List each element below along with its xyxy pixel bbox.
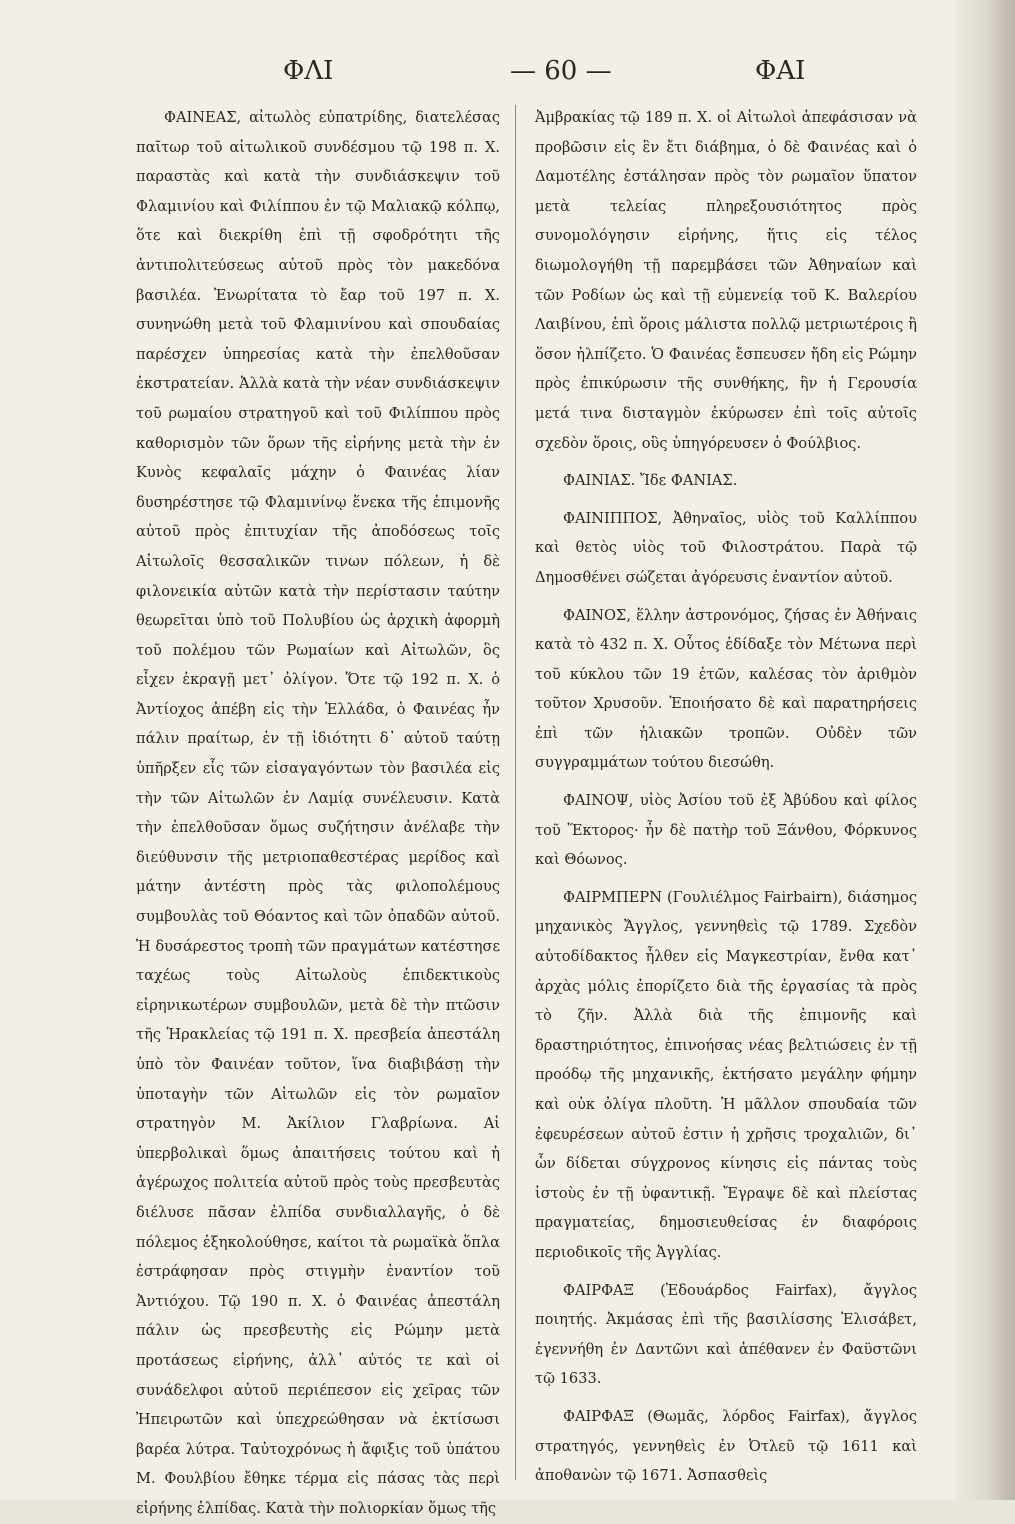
entry-headword: ΦΑΙΡΜΠΕΡΝ xyxy=(563,888,662,906)
entry-headword: ΦΑΙΝΕΑΣ, xyxy=(164,109,242,126)
entry-headword: ΦΑΙΡΦΑΞ xyxy=(563,1281,634,1299)
header-left-word: ΦΛΙ xyxy=(283,56,334,86)
right-column xyxy=(535,103,917,1483)
entry-headword: ΦΑΙΡΦΑΞ xyxy=(563,1407,634,1425)
entry-text: Ἀμβρακίας τῷ 189 π. Χ. οἱ Αἰτωλοὶ ἀπεφάσισαν νὰ προβῶσιν εἰς ἓν ἔτι διάβημα, ὁ δὲ Φαινέας καὶ ὁ Δαμοτέλης ἐστάλησαν πρὸς τὸν ρωμαῖον ὕπατον μετὰ τελείας πληρεξουσιότητος πρὸς συνομολόγησιν εἰρήνης, ἥτις εἰς τέλος διωμολογήθη τῇ παρεμβάσει τῶν Ἀθηναίων καὶ τῶν Ροδίων ὡς καὶ τῇ εὐμενείᾳ τοῦ Κ. Βαλερίου Λαιβίνου, ἐπὶ ὅροις μάλιστα πολλῷ μετριωτέροις ἢ ὅσον ἠλπίζετο. Ὁ Φαινέας ἔσπευσεν ἤδη εἰς Ρώμην πρὸς ἐπικύρωσιν τῆς συνθήκης, ἣν ἡ Γερουσία μετά τινα δισταγμὸν ἐκύρωσεν ἐπὶ τοῖς αὐτοῖς σχεδὸν ὅροις, οὓς ὑπηγόρευσεν ὁ Φούλβιος. xyxy=(535,109,917,452)
entry-fairbairn xyxy=(535,883,917,1268)
entry-text: Ἀθηναῖος, υἱὸς τοῦ Καλλίππου καὶ θετὸς υἱὸς τοῦ Φιλοστράτου. Παρὰ τῷ Δημοσθένει σώζεται ἀγόρευσις ἐναντίον αὐτοῦ. xyxy=(535,509,917,586)
entry-text: (Γουλιέλμος Fairbairn), διάσημος μηχανικὸς Ἄγγλος, γεννηθεὶς τῷ 1789. Σχεδὸν αὐτοδίδακτος ἦλθεν εἰς Μαγκεστρίαν, ἔνθα κατ᾽ ἀρχὰς μόλις ἐπορίζετο διὰ τῆς ἐργασίας τὰ πρὸς τὸ ζῆν. Ἀλλὰ διὰ τῆς ἐπιμονῆς καὶ δραστηριότητος, ἐπινοήσας νέας βελτιώσεις ἐν τῇ προόδῳ τῆς μηχανικῆς, ἐκτήσατο μεγάλην φήμην καὶ οὐκ ὀλίγα πλοῦτη. Ἡ μᾶλλον σπουδαία τῶν ἐφευρέσεων αὐτοῦ ἐστιν ἡ χρῆσις τροχαλιῶν, δι᾽ ὧν δίδεται σύγχρονος κίνησις εἰς πάντας τοὺς ἱστοὺς ἐν τῇ ὑφαντικῇ. Ἔγραψε δὲ καὶ πλείστας πραγματείας, δημοσιευθείσας ἐν διαφόροις περιοδικοῖς τῆς Ἀγγλίας. xyxy=(535,888,917,1261)
left-column xyxy=(136,103,500,1517)
entry-phainippos xyxy=(535,504,917,593)
entry-text: αἰτωλὸς εὐπατρίδης, διατελέσας παῖτωρ τοῦ αἰτωλικοῦ συνδέσμου τῷ 198 π. Χ. παραστὰς καὶ κατὰ τὴν συνδιάσκεψιν τοῦ Φλαμινίου καὶ Φιλίππου ἐν τῷ Μαλιακῷ κόλπῳ, ὅτε καὶ διεκρίθη ἐπὶ τῇ σφοδρότητι τῆς ἀντιπολιτεύσεως αὐτοῦ πρὸς τὸν μακεδόνα βασιλέα. Ἐνωρίτατα τὸ ἔαρ τοῦ 197 π. Χ. συνηνώθη μετὰ τοῦ Φλαμινίνου καὶ σπουδαίας παρέσχεν ὑπηρεσίας κατὰ τὴν ἐπελθοῦσαν ἐκστρατείαν. Ἀλλὰ κατὰ τὴν νέαν συνδιάσκεψιν τοῦ ρωμαίου στρατηγοῦ καὶ τοῦ Φιλίππου πρὸς καθορισμὸν τῶν ὅρων τῆς εἰρήνης μετὰ τὴν ἐν Κυνὸς κεφαλαῖς μάχην ὁ Φαινέας λίαν δυσηρέστησε τῷ Φλαμινίνῳ ἕνεκα τῆς ἐπιμονῆς αὐτοῦ πρὸς ἐπιτυχίαν τῆς ἀποδόσεως τοῖς Αἰτωλοῖς θεσσαλικῶν τινων πόλεων, ἡ δὲ φιλονεικία αὐτῶν κατὰ τὴν περίστασιν ταύτην θεωρεῖται ὑπὸ τοῦ Πολυβίου ὡς ἀρχικὴ ἀφορμὴ τοῦ πολέμου τῶν Ρωμαίων καὶ Αἰτωλῶν, ὃς εἶχεν ἐκραγῇ μετ᾽ ὀλίγον. Ὅτε τῷ 192 π. Χ. ὁ Ἀντίοχος ἀπέβη εἰς τὴν Ἑλλάδα, ὁ Φαινέας ἦν πάλιν πραίτωρ, ἐν τῇ ἰδιότητι δ᾽ αὐτοῦ ταύτῃ ὑπῆρξεν εἷς τῶν εἰσαγαγόντων τὸν βασιλέα εἰς τὴν τῶν Αἰτωλῶν ἐν Λαμίᾳ συνέλευσιν. Κατὰ τὴν ἐπελθοῦσαν ὅμως συζήτησιν ἀνέλαβε τὴν διεύθυνσιν τῆς μετριοπαθεστέρας μερίδος καὶ μάτην ἀντέστη πρὸς τὰς φιλοπολέμους συμβουλὰς τοῦ Θόαντος καὶ τῶν ὀπαδῶν αὐτοῦ. Ἡ δυσάρεστος τροπὴ τῶν πραγμάτων κατέστησε ταχέως τοὺς Αἰτωλοὺς ἐπιδεκτικοὺς εἰρηνικωτέρων συμβουλῶν, μετὰ δὲ τὴν πτῶσιν τῆς Ἡρακλείας τῷ 191 π. Χ. πρεσβεία ἀπεστάλη ὑπὸ τὸν Φαινέαν τοῦτον, ἵνα διαβιβάσῃ τὴν ὑποταγὴν τῶν Αἰτωλῶν εἰς τὸν ρωμαῖον στρατηγὸν Μ. Ἀκίλιον Γλαβρίωνα. Αἱ ὑπερβολικαὶ ὅμως ἀπαιτήσεις τούτου καὶ ἡ ἀγέρωχος πολιτεία αὐτοῦ πρὸς τοὺς πρεσβευτὰς διέλυσε πᾶσαν ἐλπίδα συνδιαλλαγῆς, ὁ δὲ πόλεμος ἐξηκολούθησε, καίτοι τὰ ρωμαϊκὰ ὅπλα ἐστράφησαν πρὸς στιγμὴν ἐναντίον τοῦ Ἀντιόχου. Τῷ 190 π. Χ. ὁ Φαινέας ἀπεστάλη πάλιν ὡς πρεσβευτὴς εἰς Ρώμην μετὰ προτάσεως εἰρήνης, ἀλλ᾽ αὐτός τε καὶ οἱ συνάδελφοι αὐτοῦ περιέπεσον εἰς χεῖρας τῶν Ἠπειρωτῶν καὶ ὑπεχρεώθησαν νὰ ἐκτίσωσι βαρέα λύτρα. Ταὐτοχρόνως ἡ ἄφιξις τοῦ ὑπάτου Μ. Φουλβίου ἔθηκε τέρμα εἰς πάσας τὰς περὶ εἰρήνης ἐλπίδας. Κατὰ τὴν πολιορκίαν ὅμως τῆς xyxy=(136,109,500,1517)
running-header xyxy=(0,56,960,96)
entry-phainos xyxy=(535,601,917,779)
header-right-word: ΦΑΙ xyxy=(755,56,806,86)
entry-fairfax-thomas xyxy=(535,1402,917,1491)
entry-continuation xyxy=(535,103,917,458)
entry-phaineas xyxy=(136,103,500,1524)
entry-text: (Ἐδουάρδος Fairfax), ἄγγλος ποιητής. Ἀκμάσας ἐπὶ τῆς βασιλίσσης Ἐλισάβετ, ἐγεννήθη ἐν Δαντῶνι καὶ ἀπέθανεν ἐν Φαϋστῶνι τῷ 1633. xyxy=(535,1281,917,1388)
entry-text: (Θωμᾶς, λόρδος Fairfax), ἄγγλος στρατηγός, γεννηθεὶς ἐν Ὀτλεῦ τῷ 1611 καὶ ἀποθανὼν τῷ 1671. Ἀσπασθεὶς xyxy=(535,1407,917,1485)
entry-phainias xyxy=(535,466,917,496)
entry-headword: ΦΑΙΝΟΣ, xyxy=(563,606,631,624)
page-number: — 60 — xyxy=(510,56,612,86)
entry-headword: ΦΑΙΝΙΑΣ. xyxy=(563,472,636,490)
entry-fairfax-edward xyxy=(535,1276,917,1394)
entry-text: υἱὸς Ἀσίου τοῦ ἐξ Ἀβύδου καὶ φίλος τοῦ Ἕκτορος· ἦν δὲ πατὴρ τοῦ Ξάνθου, Φόρκυνος καὶ Θόωνος. xyxy=(535,792,917,869)
entry-phainops xyxy=(535,786,917,875)
book-spine-shadow xyxy=(955,0,1015,1500)
entry-text: Ἴδε ΦΑΝΙΑΣ. xyxy=(635,472,738,490)
entry-headword: ΦΑΙΝΟΨ, xyxy=(563,792,634,810)
entry-headword: ΦΑΙΝΙΠΠΟΣ, xyxy=(563,509,663,527)
column-divider xyxy=(515,105,516,1480)
entry-text: ἕλλην ἀστρονόμος, ζήσας ἐν Ἀθήναις κατὰ τὸ 432 π. Χ. Οὗτος ἐδίδαξε τὸν Μέτωνα περὶ τοῦ κύκλου τῶν 19 ἐτῶν, καλέσας τὸν ἀριθμὸν τοῦτον Χρυσοῦν. Ἐποιήσατο δὲ καὶ παρατηρήσεις ἐπὶ τῶν ἡλιακῶν τροπῶν. Οὐδὲν τῶν συγγραμμάτων τούτου διεσώθη. xyxy=(535,606,917,772)
